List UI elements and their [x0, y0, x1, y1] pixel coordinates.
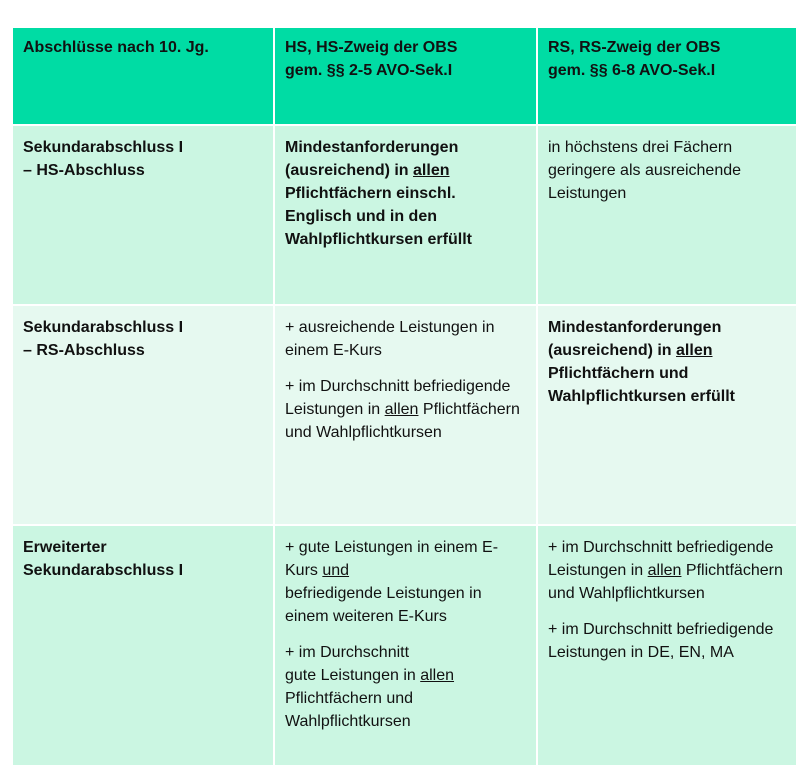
table-row — [12, 525, 796, 766]
table-row — [12, 125, 796, 305]
hs-requirement-cell — [274, 525, 537, 766]
row-label-cell — [12, 125, 274, 305]
header-rs-line1: RS, RS-Zweig der OBS — [548, 39, 721, 56]
header-hs-line1: HS, HS-Zweig der OBS — [285, 39, 458, 56]
row-label-cell — [12, 305, 274, 525]
rs-requirement-cell — [537, 525, 796, 766]
hs-requirement-cell — [274, 305, 537, 525]
requirement-paragraph: + im Durchschnitt befriedigende Leistungen in DE, EN, MA — [548, 621, 774, 661]
row-label-cell — [12, 525, 274, 766]
text-segment: + im Durchschnitt befriedigende Leistungen in — [548, 539, 774, 579]
text-segment: + im Durchschnitt — [285, 644, 410, 661]
rs-requirement-cell — [537, 125, 796, 305]
requirement-paragraph — [548, 536, 786, 605]
text-segment: Pflichtfächern und Wahlpflichtkursen — [548, 562, 783, 602]
requirement-paragraph: + ausreichende Leistungen in einem E-Kurs — [285, 319, 495, 359]
text-segment: + gute Leistungen in einem E-Kurs — [285, 539, 499, 579]
row-label-line2: – RS-Abschluss — [23, 342, 145, 359]
underlined-text: allen — [420, 667, 455, 684]
header-rs-line2: gem. §§ 6-8 AVO-Sek.I — [548, 62, 716, 79]
row-label-line1: Sekundarabschluss I — [23, 319, 184, 336]
requirement-paragraph — [285, 375, 526, 444]
underlined-text: allen — [384, 401, 419, 418]
header-degree-label: Abschlüsse nach 10. Jg. — [23, 39, 209, 56]
text-segment: befriedigende Leistungen in einem weiteren E-Kurs — [285, 585, 482, 625]
underlined-text: allen — [676, 342, 713, 359]
rs-requirement-cell — [537, 305, 796, 525]
underlined-text: allen — [647, 562, 682, 579]
text-segment: + im Durchschnitt befriedigende Leistungen in — [285, 378, 511, 418]
header-hs-line2: gem. §§ 2-5 AVO-Sek.I — [285, 62, 453, 79]
row-label-line2: – HS-Abschluss — [23, 162, 145, 179]
text-segment: Mindestanforderungen (ausreichend) in — [548, 319, 722, 359]
text-segment: in höchstens drei Fächern geringere als ausreichende Leistungen — [548, 139, 742, 202]
table-header-row — [12, 27, 796, 125]
row-label-line1: Erweiterter — [23, 539, 107, 556]
header-cell-hs — [274, 27, 537, 125]
hs-requirement-cell — [274, 125, 537, 305]
text-segment: Pflichtfächern und Wahlpflichtkursen erfüllt — [548, 365, 735, 405]
row-label-line1: Sekundarabschluss I — [23, 139, 184, 156]
text-segment: gute Leistungen in — [285, 667, 421, 684]
requirement-paragraph — [285, 641, 526, 733]
text-segment: Pflichtfächern und Wahlpflichtkursen — [285, 401, 520, 441]
degrees-table — [11, 26, 796, 767]
header-cell-degree — [12, 27, 274, 125]
text-segment: Mindestanforderungen (ausreichend) in — [285, 139, 459, 179]
text-segment: Pflichtfächern einschl. Englisch und in den Wahlpflichtkursen erfüllt — [285, 185, 472, 248]
row-label-line2: Sekundarabschluss I — [23, 562, 184, 579]
underlined-text: und — [322, 562, 350, 579]
table-row — [12, 305, 796, 525]
header-cell-rs — [537, 27, 796, 125]
underlined-text: allen — [413, 162, 450, 179]
requirement-paragraph — [285, 536, 526, 628]
text-segment: Pflichtfächern und Wahlpflichtkursen — [285, 690, 414, 730]
